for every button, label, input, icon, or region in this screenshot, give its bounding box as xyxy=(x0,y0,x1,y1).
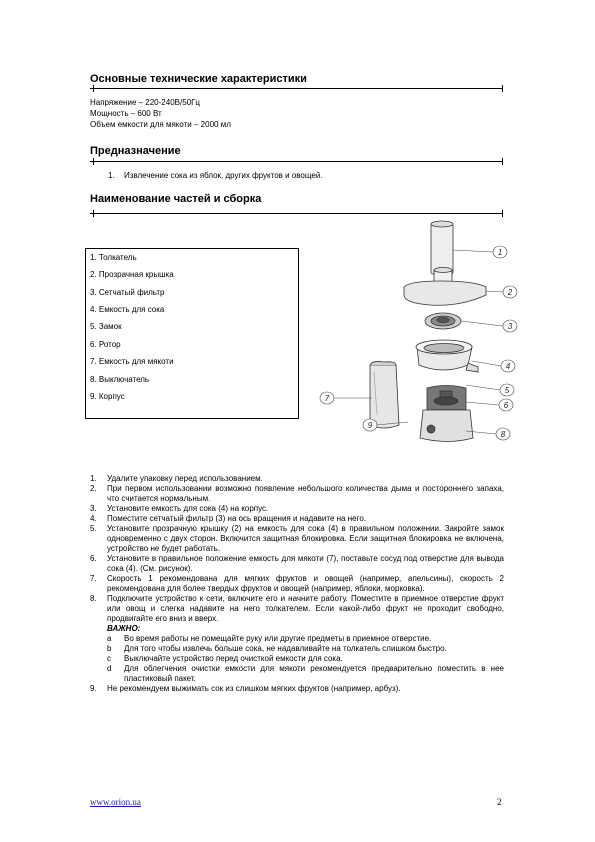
part-item: 3. Сетчатый фильтр xyxy=(90,288,165,297)
pulp-container-part xyxy=(367,361,399,430)
callout-label-2: 2 xyxy=(507,288,513,297)
step-number: 1. xyxy=(90,474,97,483)
important-item-letter: a xyxy=(107,634,112,643)
pusher-part xyxy=(431,221,453,274)
parts-list-box xyxy=(85,248,299,419)
instruction-step xyxy=(90,504,504,514)
purpose-title: Предназначение xyxy=(90,145,181,157)
step-text: Установите емкость для сока (4) на корпус. xyxy=(107,504,269,513)
part-item: 1. Толкатель xyxy=(90,253,137,262)
important-item-text: Для облегчения очистки емкости для мякоти рекомендуется предварительно поместить в нее пластиковый пакет. xyxy=(124,664,504,683)
important-item-text: Во время работы не помещайте руку или другие предметы в приемное отверстие. xyxy=(124,634,432,643)
purpose-rule xyxy=(90,161,503,162)
step-text: Не рекомендуем выжимать сок из слишком мягких фруктов (например, арбуз). xyxy=(107,684,401,693)
step-number: 9. xyxy=(90,684,97,693)
instruction-step xyxy=(90,684,504,694)
callout-label-9: 9 xyxy=(367,421,373,430)
instruction-step xyxy=(90,484,504,504)
filter-part xyxy=(425,313,461,329)
page-number: 2 xyxy=(497,797,502,807)
body-part xyxy=(420,410,473,442)
spec-voltage: Напряжение – 220-240В/50Гц xyxy=(90,98,201,107)
part-item: 7. Емкость для мякоти xyxy=(90,357,174,366)
part-item: 4. Емкость для сока xyxy=(90,305,165,314)
important-item xyxy=(107,644,504,654)
parts-title: Наименование частей и сборка xyxy=(90,193,262,205)
instruction-step xyxy=(90,524,504,554)
part-item: 2. Прозрачная крышка xyxy=(90,270,174,279)
purpose-item-text: Извлечение сока из яблок, других фруктов и овощей. xyxy=(124,171,323,180)
important-item xyxy=(107,664,504,684)
instruction-step xyxy=(90,514,504,524)
important-item-letter: b xyxy=(107,644,112,653)
step-number: 4. xyxy=(90,514,97,523)
important-item-letter: d xyxy=(107,664,112,673)
step-number: 5. xyxy=(90,524,97,533)
step-text: При первом использовании возможно появление небольшого количества дыма и постороннего запаха, что считается нормальным. xyxy=(107,484,504,503)
lid-part xyxy=(404,268,486,306)
spec-capacity: Объем емкости для мякоти – 2000 мл xyxy=(90,120,231,129)
juicer-assembly-diagram xyxy=(300,215,525,445)
important-item-letter: c xyxy=(107,654,111,663)
important-label: ВАЖНО xyxy=(107,624,138,633)
part-item: 9. Корпус xyxy=(90,392,125,401)
spec-power: Мощность – 600 Вт xyxy=(90,109,162,118)
callout-label-8: 8 xyxy=(500,430,506,439)
step-text: Установите прозрачную крышку (2) на емкость для сока (4) в правильном положении. Закройте замок одновременно с двух сторон. Включится защитная блокировка. Если защитная блокировка не включена, устройство не будет работать. xyxy=(107,524,504,553)
instruction-step xyxy=(90,474,504,484)
step-number: 8. xyxy=(90,594,97,603)
step-number: 7. xyxy=(90,574,97,583)
callout-label-7: 7 xyxy=(324,394,330,403)
callout-label-3: 3 xyxy=(507,322,513,331)
important-item-text: Выключайте устройство перед очисткой емкости для сока. xyxy=(124,654,343,663)
purpose-item-number: 1. xyxy=(108,171,115,180)
instruction-step xyxy=(90,554,504,574)
callout-circles xyxy=(320,246,517,440)
part-item: 5. Замок xyxy=(90,322,122,331)
step-text: Скорость 1 рекомендована для мягких фруктов и овощей (например, апельсины), скорость 2 рекомендована для более твердых фруктов и овощей (например, яблоки, морковка). xyxy=(107,574,504,593)
callout-label-6: 6 xyxy=(503,401,509,410)
part-item: 8. Выключатель xyxy=(90,375,150,384)
juice-container-part xyxy=(416,340,478,372)
instruction-step xyxy=(90,574,504,594)
instructions-list xyxy=(90,474,504,694)
callout-label-5: 5 xyxy=(504,386,510,395)
instruction-step xyxy=(90,594,504,624)
step-number: 2. xyxy=(90,484,97,493)
step-text: Подключите устройство к сети, включите его и начните работу. Поместите в приемное отверстие фрукт или овощ и слегка надавите на него толкателем. Если какой-либо фрукт не проходит свободно, продвигайте его вниз и вверх. xyxy=(107,594,504,623)
step-text: Установите в правильное положение емкость для мякоти (7), поставьте сосуд под отверстие для вывода сока (4). (См. рисунок). xyxy=(107,554,504,573)
motor-top-part xyxy=(427,386,466,411)
important-block: ВАЖНО: a Во время работы не помещайте руку или другие предметы в приемное отверстие. b Для того чтобы извлечь больше сока, не надавливайте на толкатель слишком быстро. c Выключайте устройство перед очисткой емкости для сока. d Для облегчения очистки емкости для мякоти рекомендуется предварительно поместить в нее пластиковый пакет. xyxy=(107,624,504,683)
important-item xyxy=(107,634,504,644)
leader-lines xyxy=(334,250,503,434)
website-link[interactable]: www.orion.ua xyxy=(90,797,141,807)
step-number: 3. xyxy=(90,504,97,513)
part-item: 6. Ротор xyxy=(90,340,121,349)
step-text: Удалите упаковку перед использованием. xyxy=(107,474,263,483)
step-number: 6. xyxy=(90,554,97,563)
callout-label-1: 1 xyxy=(497,248,503,257)
important-item xyxy=(107,654,504,664)
specs-rule xyxy=(90,88,503,89)
callout-label-4: 4 xyxy=(505,362,511,371)
specs-title: Основные технические характеристики xyxy=(90,73,307,85)
parts-rule xyxy=(90,213,503,214)
important-item-text: Для того чтобы извлечь больше сока, не надавливайте на толкатель слишком быстро. xyxy=(124,644,447,653)
step-text: Поместите сетчатый фильтр (3) на ось вращения и надавите на него. xyxy=(107,514,366,523)
